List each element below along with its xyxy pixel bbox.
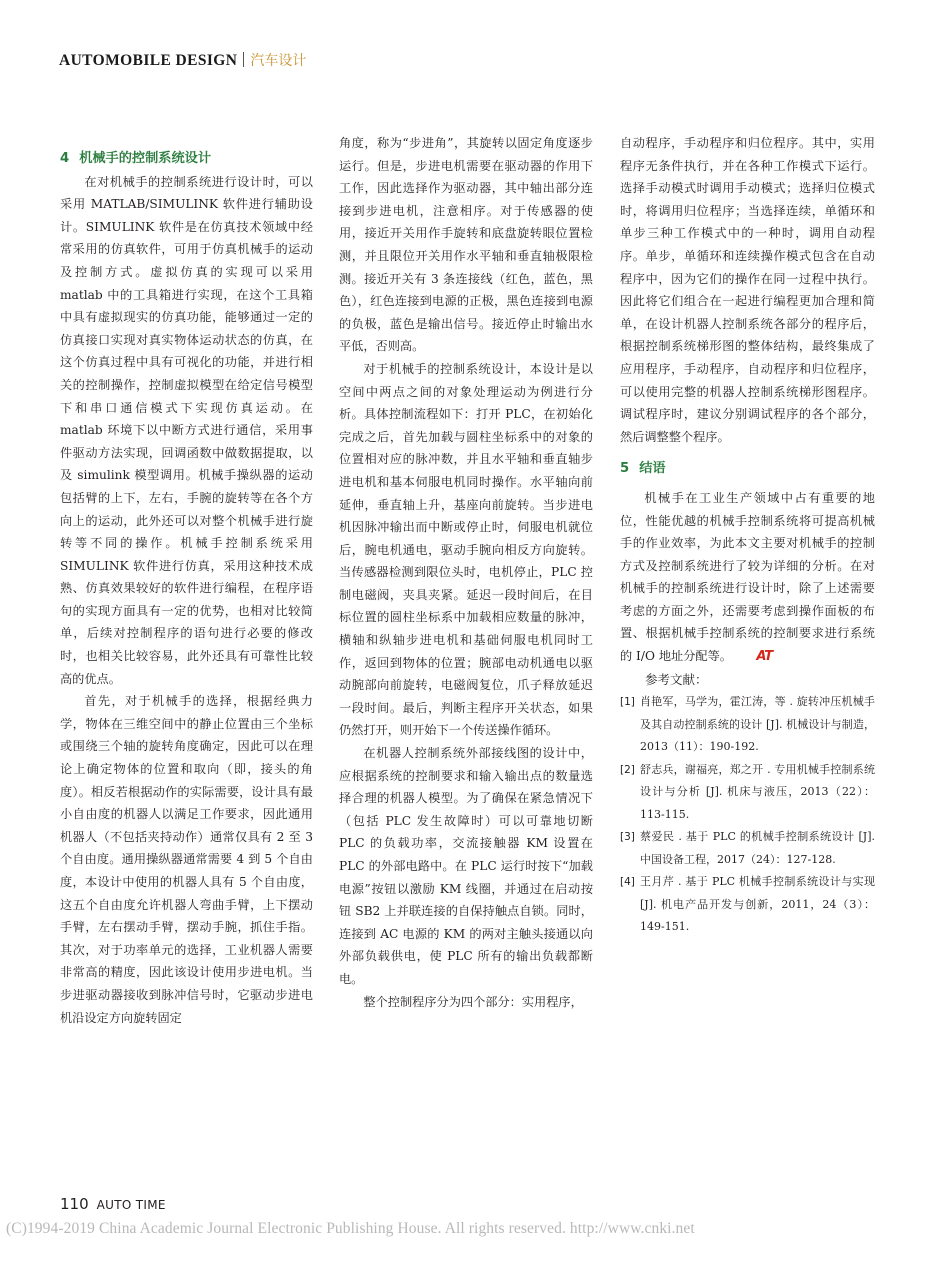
reference-text: 蔡爱民 . 基于 PLC 的机械手控制系统设计 [J]. 中国设备工程，2017（24）：127-128.: [640, 830, 875, 866]
body-paragraph: 在机器人控制系统外部接线图的设计中，应根据系统的控制要求和输入输出点的数量选择合理的机器人模型。为了确保在紧急情况下（包括 PLC 发生故障时）可以可靠地切断 PLC 的负载功率，交流接触器 KM 设置在 PLC 的外部电路中。在 PLC 运行时按下“加载电源”按钮以激励 KM 线圈，并通过在启动按钮 SB2 上并联连接的自保持触点自锁。同时，连接到 AC 电源的 KM 的两对主触头接通以向外部负载供电，使 PLC 所有的输出负载都断电。: [339, 746, 593, 986]
reference-text: 肖艳军，马学为，霍江涛，等 . 旋转冲压机械手及其自动控制系统的设计 [J]. 机械设计与制造，2013（11）：190-192.: [640, 695, 875, 754]
column-1: [60, 148, 313, 1029]
section-4-number: 4: [60, 151, 70, 166]
reference-list: [620, 691, 875, 939]
copyright-notice: (C)1994-2019 China Academic Journal Electronic Publishing House. All rights reserved. http://www.cnki.net: [6, 1220, 695, 1237]
page-header: [59, 50, 306, 70]
end-mark-logo: AT: [756, 649, 773, 665]
reference-number: [2]: [620, 763, 635, 776]
column-2: [339, 132, 593, 1013]
reference-number: [3]: [620, 831, 635, 844]
reference-item: [620, 691, 875, 759]
body-paragraph: 对于机械手的控制系统设计，本设计是以空间中两点之间的对象处理运动为例进行分析。具体控制流程如下：打开 PLC，在初始化完成之后，首先加载与圆柱坐标系中的对象的位置相对应的脉冲数，并且水平轴和垂直轴步进电机和基本伺服电机同时操作。水平轴向前延伸，垂直轴上升，基座向前旋转。当步进电机因脉冲输出而中断或停止时，伺服电机就位后，腕电机通电，驱动手腕向相反方向旋转。当传感器检测到限位头时，电机停止，PLC 控制电磁阀，夹具夹紧。延迟一段时间后，在目标位置的圆柱坐标系中加载相应数量的脉冲，横轴和纵轴步进电机和基础伺服电机同时工作，返回到物体的位置；腕部电动机通电以驱动腕部向前旋转，电磁阀复位，爪子释放延迟一段时间。最后，判断主程序开关状态，如果仍然打开，则开始下一个传送操作循环。: [339, 361, 593, 738]
reference-item: [620, 759, 875, 827]
body-paragraph: 整个控制程序分为四个部分：实用程序，: [363, 994, 583, 1009]
section-5-heading: [620, 458, 875, 481]
body-paragraph: 在对机械手的控制系统进行设计时，可以采用 MATLAB/SIMULINK 软件进行辅助设计。SIMULINK 软件是在仿真技术领域中经常采用的仿真软件，可用于仿真机械手的运动及控制方式。虚拟仿真的实现可以采用 matlab 中的工具箱进行实现，在这个工具箱中具有虚拟现实的仿真功能，能够通过一定的仿真接口实现对真实物体运动状态的仿真，在这个仿真过程中具有可视化的功能，并进行相关的控制操作，控制虚拟模型在给定信号模型下和串口通信模式下实现仿真运动。在 matlab 环境下以中断方式进行通信，采用事件驱动方法实现，回调函数中做数据提取，以及 simulink 模型调用。机械手操纵器的运动包括臂的上下，左右，手腕的旋转等在各个方向上的运动，此外还可以对整个机械手进行旋转等不同的操作。机械手控制系统采用 SIMULINK 软件进行仿真，采用这种技术成熟、仿真效果较好的软件进行编程，在程序语句的实现方面具有一定的优势，也相对比较简单，后续对控制程序的语句进行必要的修改时，也相关比较容易，此外还具有可靠性比较高的优点。: [60, 174, 313, 686]
reference-item: [620, 871, 875, 939]
conclusion-paragraph: [620, 487, 875, 669]
page-number: 110: [60, 1195, 89, 1213]
section-label: 汽车设计: [250, 53, 307, 69]
reference-text: 舒志兵，谢福亮，郑之开 . 专用机械手控制系统设计与分析 [J]. 机床与液压，2013（22）：113-115.: [640, 762, 875, 821]
body-paragraph: 角度，称为“步进角”，其旋转以固定角度逐步运行。但是，步进电机需要在驱动器的作用下工作，因此选择作为驱动器，其中轴出部分连接到步进电机，注意相序。对于传感器的使用，接近开关用作手旋转和底盘旋转眼位置检测，并且限位开关用作水平轴和垂直轴极限检测。接近开关有 3 条连接线（红色，蓝色，黑色），红色连接到电源的正极，黑色连接到电源的负极，蓝色是输出信号。接近停止时输出水平低，否则高。: [339, 136, 593, 354]
reference-text: 王月芹 . 基于 PLC 机械手控制系统设计与实现 [J]. 机电产品开发与创新，2011，24（3）：149-151.: [640, 875, 875, 934]
magazine-name: AUTO TIME: [96, 1198, 166, 1212]
header-divider: [243, 52, 244, 67]
section-4-heading: [60, 148, 313, 171]
reference-item: [620, 826, 875, 871]
reference-number: [4]: [620, 876, 635, 889]
section-5-title: 结语: [639, 461, 666, 477]
journal-brand: AUTOMOBILE DESIGN: [59, 52, 238, 69]
section-4-title: 机械手的控制系统设计: [79, 151, 212, 166]
reference-number: [1]: [620, 696, 635, 709]
references-heading: 参考文献：: [645, 671, 708, 687]
section-5-number: 5: [620, 461, 630, 477]
page-footer: [60, 1195, 166, 1213]
conclusion-text: 机械手在工业生产领域中占有重要的地位，性能优越的机械手控制系统将可提高机械手的作业效率，为此本文主要对机械手的控制方式及控制系统进行了较为详细的分析。在对机械手的控制系统进行设计时，除了上述需要考虑的方面之外，还需要考虑到操作面板的布置、根据机械手控制系统的控制要求进行系统的 I/O 地址分配等。: [620, 490, 875, 664]
body-paragraph: 自动程序，手动程序和归位程序。其中，实用程序无条件执行，并在各种工作模式下运行。选择手动模式时调用手动模式；选择归位模式时，将调用归位程序；当选择连续，单循环和单步三种工作模式中的一种时，调用自动程序。单步，单循环和连续操作模式包含在自动程序中，因为它们的操作在同一过程中执行。因此将它们组合在一起进行编程更加合理和简单，在设计机器人控制系统各部分的程序后，根据控制系统梯形图的整体结构，最终集成了应用程序，手动程序，自动程序和归位程序，可以使用完整的机器人控制系统梯形图程序。调试程序时，建议分别调试程序的各个部分，然后调整整个程序。: [620, 136, 875, 444]
body-paragraph: 首先，对于机械手的选择，根据经典力学，物体在三维空间中的静止位置由三个坐标或围绕三个轴的旋转角度确定，因此可以在理论上确定物体的位置和取向（即，接头的角度）。相反若根据动作的实际需要，设计具有最小自由度的机器人以满足工作要求，因此通用机器人（不包括夹持动作）通常仅具有 2 至 3 个自由度。通用操纵器通常需要 4 到 5 个自由度，本设计中使用的机器人具有 5 个自由度，这五个自由度允许机器人弯曲手臂，上下摆动手臂，左右摆动手臂，摆动手腕，抓住手指。其次，对于功率单元的选择，工业机器人需要非常高的精度，因此该设计使用步进电机。当步进驱动器接收到脉冲信号时，它驱动步进电机沿设定方向旋转固定: [60, 694, 313, 1025]
column-3: [620, 132, 875, 939]
